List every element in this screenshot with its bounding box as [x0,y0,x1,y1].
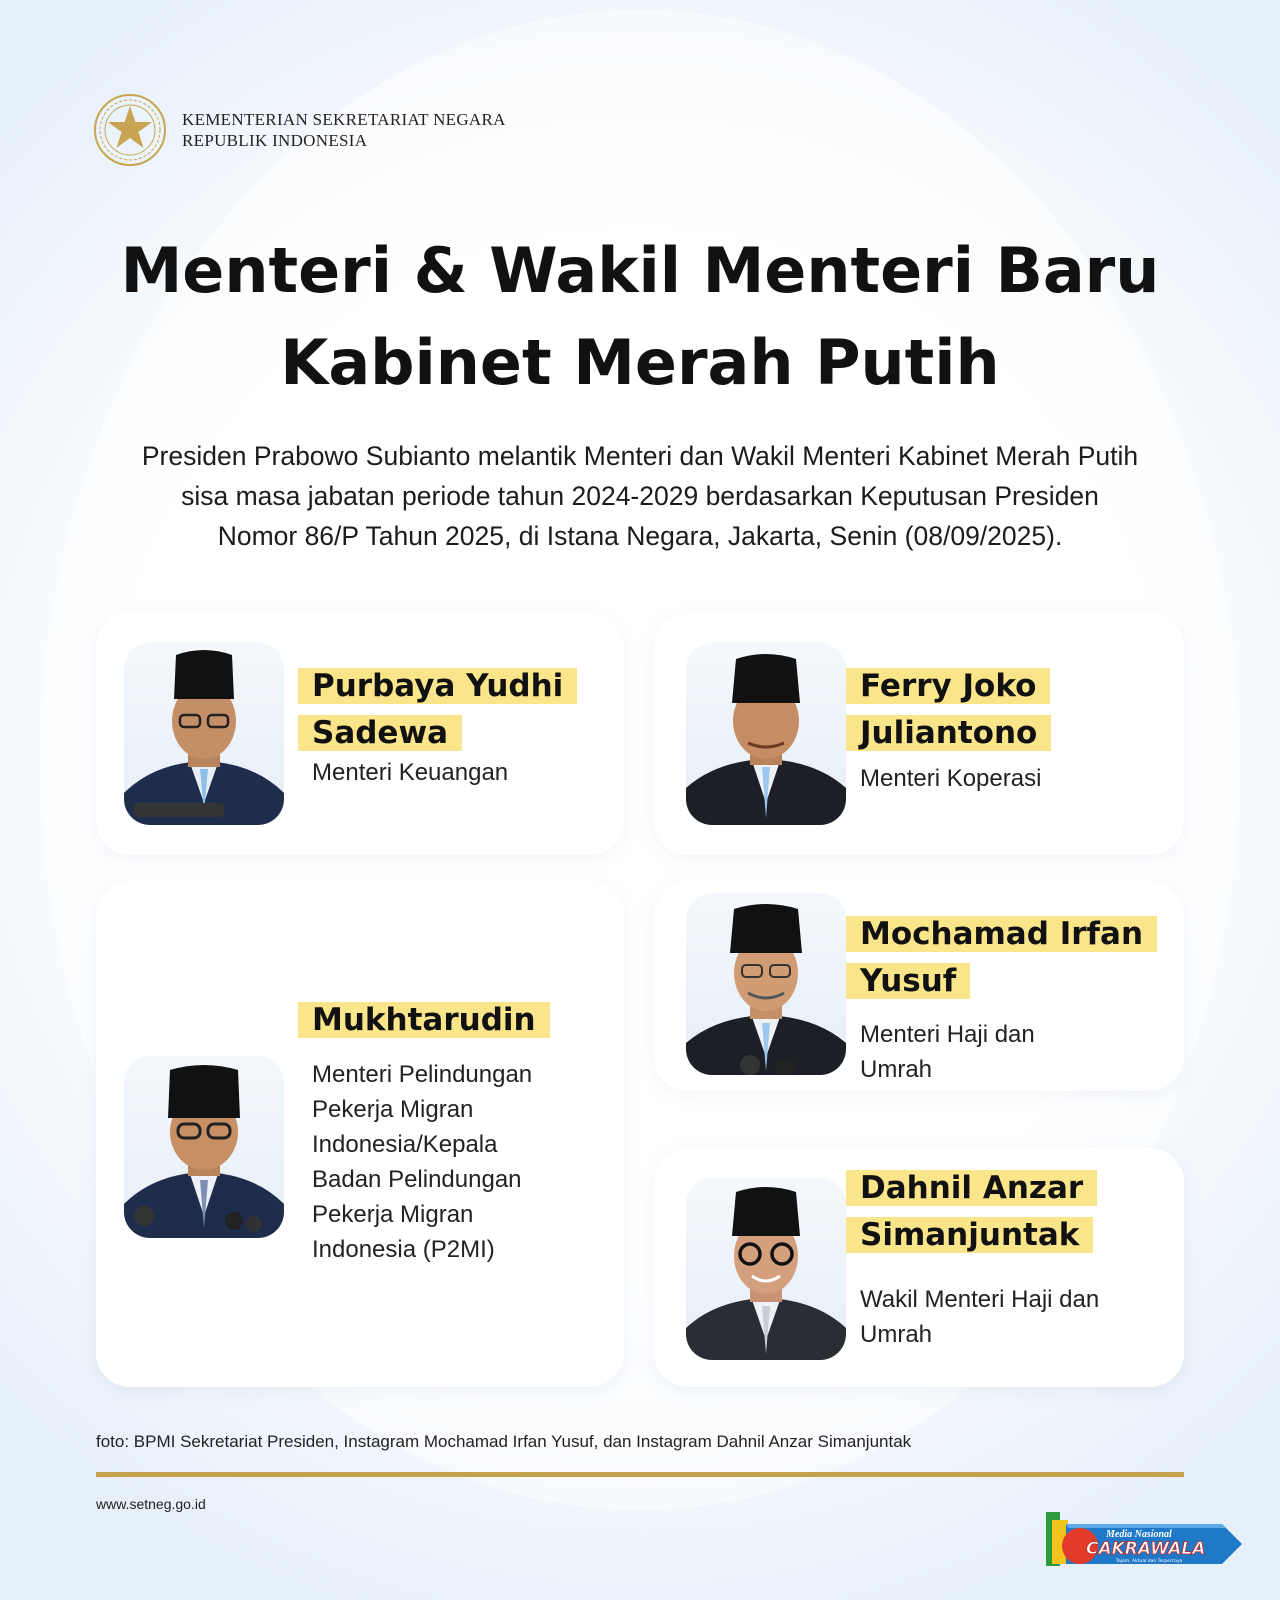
organization-name [182,109,506,151]
official-role: Menteri Pelindungan Pekerja Migran Indonesia/Kepala Badan Pelindungan Pekerja Migran Indonesia (P2MI) [312,1061,533,1263]
official-name [846,1165,1146,1259]
header [92,92,506,168]
name-highlight: Mochamad Irfan Yusuf [846,916,1157,999]
org-line-1: KEMENTERIAN SEKRETARIAT NEGARA [182,110,506,129]
official-photo [686,643,846,825]
name-highlight: Ferry Joko Juliantono [846,668,1051,751]
official-photo [124,1056,284,1238]
name-highlight: Purbaya Yudhi Sadewa [298,668,577,751]
title-line-2: Kabinet Merah Putih [280,326,1000,399]
official-card-irfan [654,881,1184,1091]
state-emblem-icon [92,92,168,168]
divider [96,1472,1184,1477]
official-role: Menteri Koperasi [860,765,1042,792]
description-line-2: sisa masa jabatan periode tahun 2024-2029 berdasarkan Keputusan Presiden [181,481,1099,511]
official-photo [686,893,846,1075]
official-photo [124,643,284,825]
official-card-mukhtarudin [96,881,624,1387]
description [90,436,1190,556]
official-name [298,663,598,757]
official-card-purbaya [96,613,624,855]
official-photo [686,1178,846,1360]
description-line-1: Presiden Prabowo Subianto melantik Menteri dan Wakil Menteri Kabinet Merah Putih [141,441,1139,471]
watermark-line-1: Media Nasional [1106,1529,1172,1540]
official-role: Wakil Menteri Haji dan Umrah [860,1286,1100,1348]
title-line-1: Menteri & Wakil Menteri Baru [120,234,1160,307]
name-highlight: Mukhtarudin [298,1002,550,1038]
official-name [846,911,1176,1005]
official-card-dahnil [654,1148,1184,1387]
photo-credit: foto: BPMI Sekretariat Presiden, Instagram Mochamad Irfan Yusuf, dan Instagram Dahnil Anzar Simanjuntak [96,1432,912,1451]
official-card-ferry [654,613,1184,855]
official-role: Menteri Keuangan [312,759,509,786]
name-highlight: Dahnil Anzar Simanjuntak [846,1170,1097,1253]
page-title [0,225,1280,409]
watermark-tagline: Tajam, Aktual dan Terpercaya [1116,1559,1183,1564]
official-role: Menteri Haji dan Umrah [860,1021,1035,1083]
watermark-line-2: CAKRAWALA [1086,1539,1206,1559]
official-name [846,663,1076,757]
website-link[interactable]: www.setneg.go.id [96,1496,206,1512]
media-watermark-logo [1046,1506,1246,1572]
org-line-2: REPUBLIK INDONESIA [182,131,368,150]
description-line-3: Nomor 86/P Tahun 2025, di Istana Negara, Jakarta, Senin (08/09/2025). [217,521,1063,551]
official-name [298,997,598,1044]
